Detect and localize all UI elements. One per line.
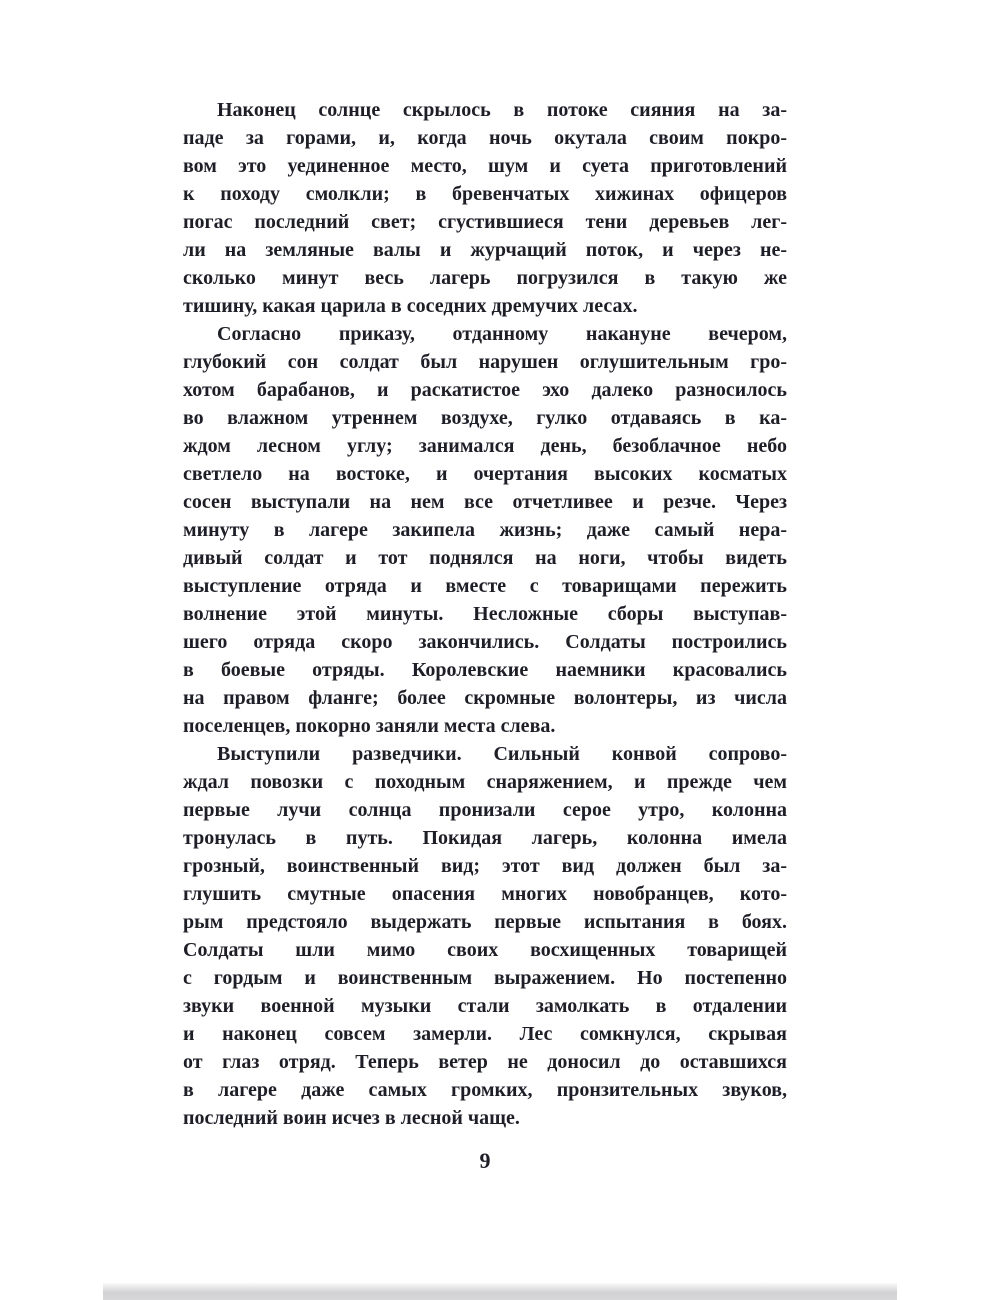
text-line: звуки военной музыки стали замолкать в отдалении	[183, 995, 787, 1017]
text-line: глубокий сон солдат был нарушен оглушительным гро-	[183, 351, 787, 373]
text-line: сосен выступали на нем все отчетливее и резче. Через	[183, 491, 787, 513]
text-line: ли на земляные валы и журчащий поток, и через не-	[183, 239, 787, 261]
text-line: паде за горами, и, когда ночь окутала своим покро-	[183, 127, 787, 149]
text-line: минуту в лагере закипела жизнь; даже самый нера-	[183, 519, 787, 541]
text-line: Согласно приказу, отданному накануне вечером,	[217, 323, 787, 345]
text-line: рым предстояло выдержать первые испытания в боях.	[183, 911, 787, 933]
text-line: поселенцев, покорно заняли места слева.	[183, 715, 556, 737]
text-line: во влажном утреннем воздухе, гулко отдаваясь в ка-	[183, 407, 787, 429]
text-line: от глаз отряд. Теперь ветер не доносил до оставшихся	[183, 1051, 787, 1073]
text-line: выступление отряда и вместе с товарищами пережить	[183, 575, 787, 597]
text-line: ждом лесном углу; занимался день, безоблачное небо	[183, 435, 787, 457]
text-line: Выступили разведчики. Сильный конвой сопрово-	[217, 743, 787, 765]
text-block	[183, 96, 787, 1132]
text-line: тишину, какая царила в соседних дремучих лесах.	[183, 295, 638, 317]
text-line: в боевые отряды. Королевские наемники красовались	[183, 659, 787, 681]
text-line: последний воин исчез в лесной чаще.	[183, 1107, 520, 1129]
text-line: и наконец совсем замерли. Лес сомкнулся, скрывая	[183, 1023, 787, 1045]
text-line: с гордым и воинственным выражением. Но постепенно	[183, 967, 787, 989]
text-line: на правом фланге; более скромные волонтеры, из числа	[183, 687, 787, 709]
text-line: грозный, воинственный вид; этот вид должен был за-	[183, 855, 787, 877]
paragraph	[183, 740, 787, 1132]
text-line: ждал повозки с походным снаряжением, и прежде чем	[183, 771, 787, 793]
text-line: светлело на востоке, и очертания высоких косматых	[183, 463, 787, 485]
text-line: Наконец солнце скрылось в потоке сияния на за-	[217, 99, 787, 121]
text-line: шего отряда скоро закончились. Солдаты построились	[183, 631, 787, 653]
page-separator	[103, 1283, 897, 1300]
text-line: погас последний свет; сгустившиеся тени деревьев лег-	[183, 211, 787, 233]
text-line: Солдаты шли мимо своих восхищенных товарищей	[183, 939, 787, 961]
text-line: хотом барабанов, и раскатистое эхо далеко разносилось	[183, 379, 787, 401]
text-line: тронулась в путь. Покидая лагерь, колонна имела	[183, 827, 787, 849]
text-line: дивый солдат и тот поднялся на ноги, чтобы видеть	[183, 547, 787, 569]
page-number: 9	[479, 1148, 491, 1173]
paragraph	[183, 320, 787, 740]
text-line: сколько минут весь лагерь погрузился в такую же	[183, 267, 787, 289]
text-line: к походу смолкли; в бревенчатых хижинах офицеров	[183, 183, 787, 205]
text-line: волнение этой минуты. Несложные сборы выступав-	[183, 603, 787, 625]
text-line: глушить смутные опасения многих новобранцев, кото-	[183, 883, 787, 905]
text-line: вом это уединенное место, шум и суета приготовлений	[183, 155, 787, 177]
text-line: в лагере даже самых громких, пронзительных звуков,	[183, 1079, 787, 1101]
paragraph	[183, 96, 787, 320]
text-line: первые лучи солнца пронизали серое утро, колонна	[183, 799, 787, 821]
